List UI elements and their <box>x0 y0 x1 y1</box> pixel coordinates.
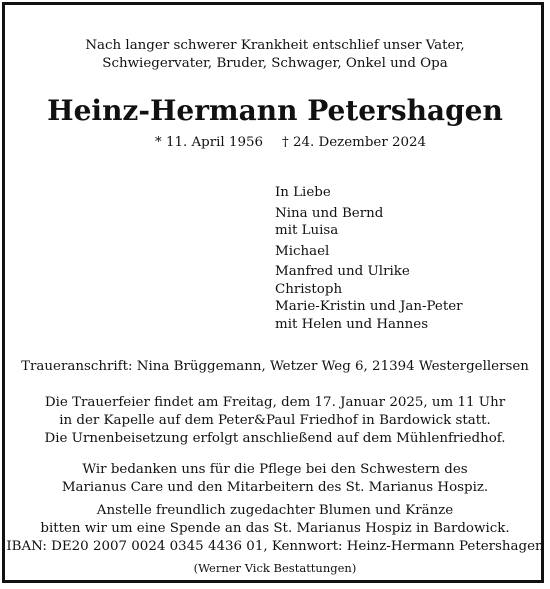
mourner-group <box>275 184 463 202</box>
intro-text <box>0 37 550 73</box>
intro-line: Nach langer schwerer Krankheit entschlief unser Vater, <box>85 38 465 53</box>
birth-date: * 11. April 1956 <box>155 135 264 150</box>
mourner-line: Michael <box>275 243 330 259</box>
thanks-line: Wir bedanken uns für die Pflege bei den Schwestern des <box>82 462 468 477</box>
mourning-address <box>0 358 550 376</box>
mourner-line: Marie-Kristin und Jan-Peter <box>275 299 463 314</box>
ceremony-line: Die Trauerfeier findet am Freitag, dem 17. Januar 2025, um 11 Uhr <box>44 395 506 410</box>
donation-text <box>0 502 550 556</box>
donation-line: Anstelle freundlich zugedachter Blumen und Kränze <box>96 503 454 518</box>
mourner-line: Nina und Bernd <box>275 205 384 221</box>
undertaker-note: (Werner Vick Bestattungen) <box>193 561 357 575</box>
donation-line: bitten wir um eine Spende an das St. Marianus Hospiz in Bardowick. <box>40 521 510 536</box>
mourner-line: mit Luisa <box>275 223 339 238</box>
mourner-group <box>275 263 463 333</box>
ceremony-text <box>0 394 550 448</box>
mourner-line: In Liebe <box>275 185 331 200</box>
mourner-group <box>275 205 463 240</box>
mourners-list <box>275 184 463 336</box>
ceremony-line: Die Urnenbeisetzung erfolgt anschließend auf dem Mühlenfriedhof. <box>44 431 506 446</box>
thanks-text <box>0 461 550 497</box>
thanks-line: Marianus Care und den Mitarbeitern des St. Marianus Hospiz. <box>61 480 489 495</box>
mourner-group <box>275 243 463 261</box>
death-date: † 24. Dezember 2024 <box>282 135 427 150</box>
address-line: Traueranschrift: Nina Brüggemann, Wetzer Weg 6, 21394 Westergellersen <box>21 359 529 374</box>
deceased-name: Heinz-Hermann Petershagen <box>47 94 503 127</box>
intro-line: Schwiegervater, Bruder, Schwager, Onkel und Opa <box>102 56 448 71</box>
mourner-line: Manfred und Ulrike <box>275 264 410 279</box>
ceremony-line: in der Kapelle auf dem Peter&Paul Friedhof in Bardowick statt. <box>59 413 491 428</box>
mourner-line: mit Helen und Hannes <box>275 316 429 332</box>
donation-line: IBAN: DE20 2007 0024 0345 4436 01, Kennwort: Heinz-Hermann Petershagen <box>6 539 544 554</box>
mourner-line: Christoph <box>275 281 343 297</box>
